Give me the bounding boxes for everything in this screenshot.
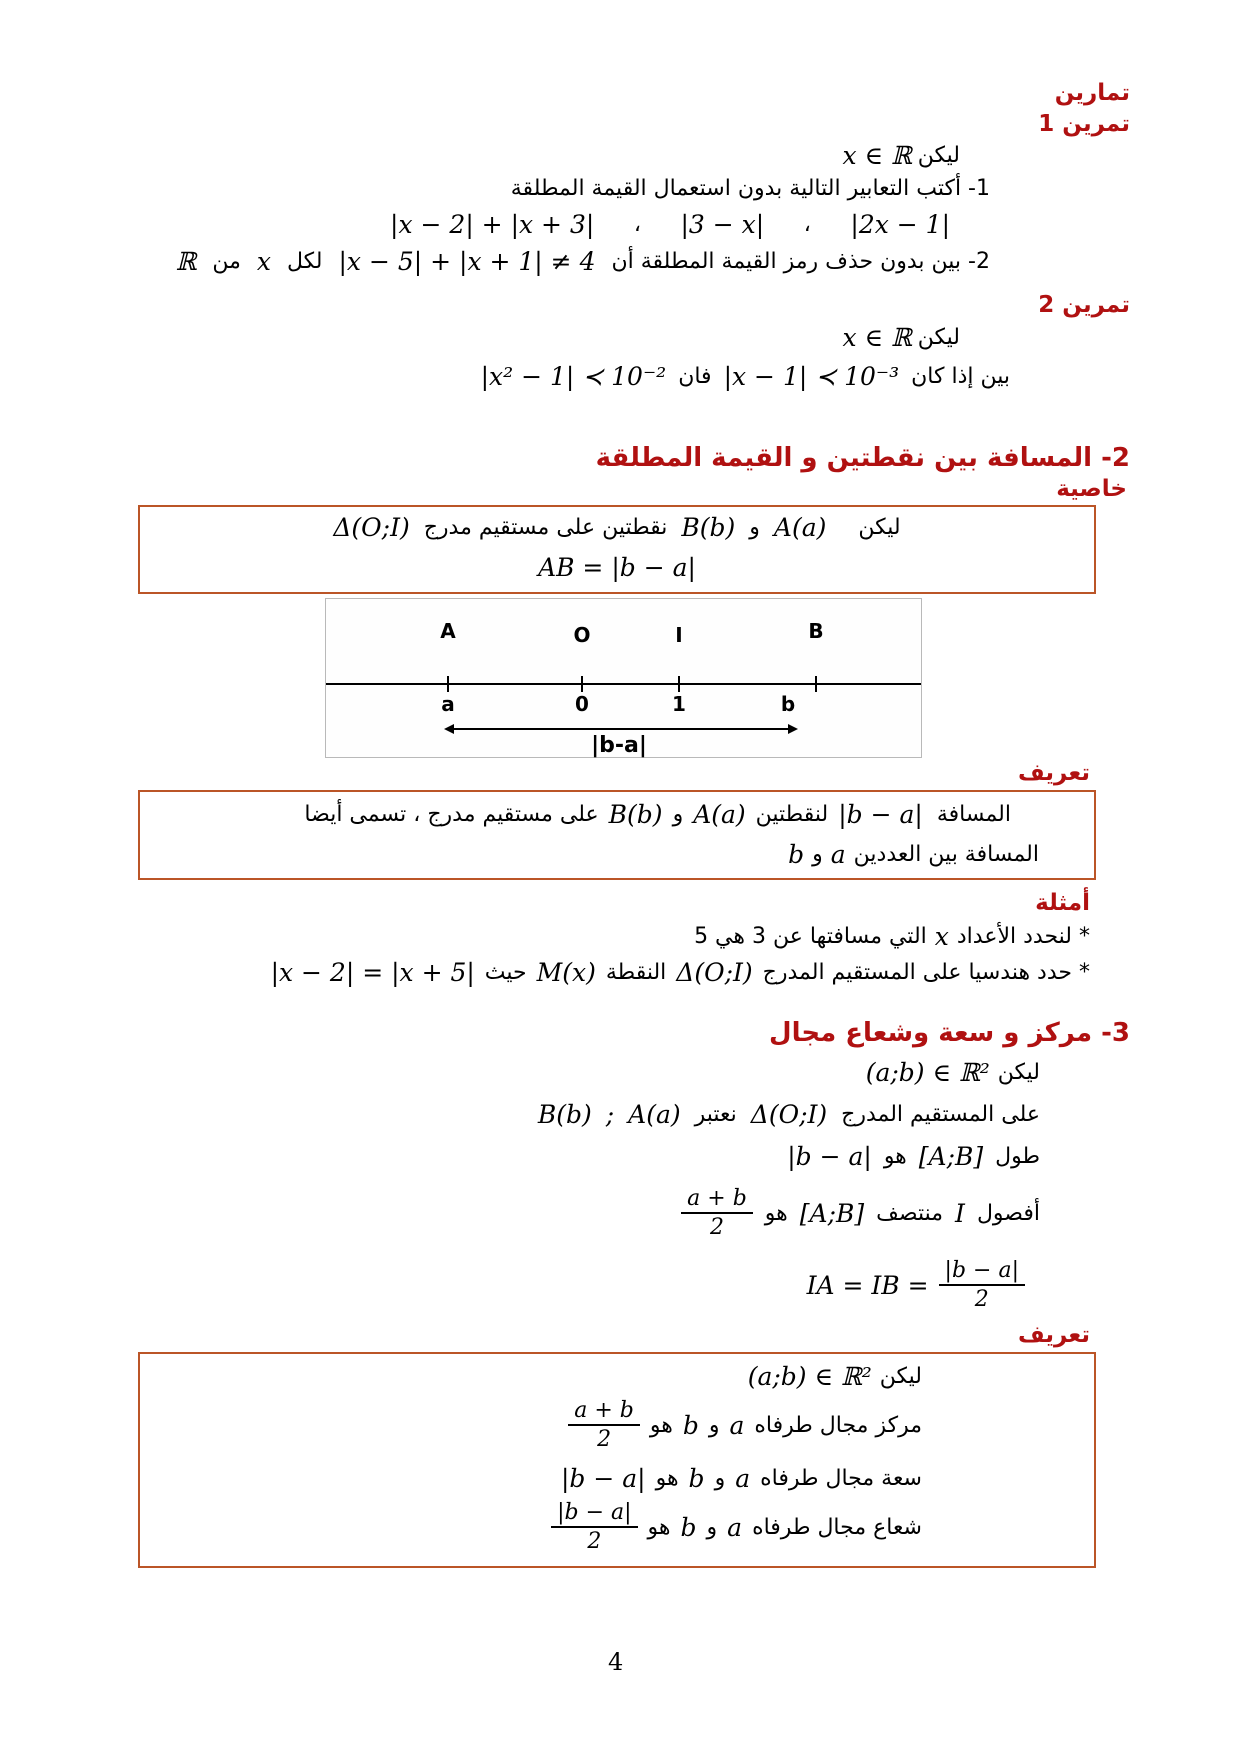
definition-2-box bbox=[138, 1352, 1096, 1568]
ex1-q2-set: ℝ bbox=[175, 247, 197, 276]
sec3-mid-word2: منتصف bbox=[876, 1201, 944, 1227]
def2-radius-fraction-numerator: |b − a| bbox=[551, 1500, 637, 1528]
example2-text1: * حدد هندسيا على المستقيم المدرج bbox=[762, 960, 1090, 985]
def2-radius-line bbox=[551, 1500, 922, 1556]
ex2-conclusion: |x² − 1| ≺ 10⁻² bbox=[480, 362, 667, 391]
ex1-expression-c: |2x − 1| bbox=[850, 210, 950, 239]
property-let-word: ليكن bbox=[858, 515, 901, 540]
sec3-line2-point-b: B(b) bbox=[537, 1100, 592, 1129]
ex1-expression-a: |x − 2| + |x + 3| bbox=[390, 210, 595, 239]
def2-center-b: b bbox=[682, 1411, 699, 1441]
sec3-let-line bbox=[866, 1058, 1040, 1087]
ex1-comma-2: ، bbox=[803, 212, 811, 237]
figure-coord-label-b: b bbox=[780, 692, 796, 716]
sec3-let-math: (a;b) ∈ ℝ² bbox=[865, 1058, 990, 1087]
def2-center-a: a bbox=[729, 1411, 745, 1441]
sec3-line2-text2: نعتبر bbox=[694, 1102, 737, 1127]
number-line-figure bbox=[325, 598, 922, 758]
sec3-length-word: طول bbox=[995, 1144, 1040, 1169]
example1-var: x bbox=[934, 922, 949, 951]
sec3-mid-fraction-numerator: a + b bbox=[681, 1186, 753, 1214]
sec3-mid-I: I bbox=[955, 1199, 965, 1229]
def1-seg2: لنقطتين bbox=[755, 802, 829, 827]
figure-segment-label: |b-a| bbox=[591, 733, 647, 758]
property-line-ref: Δ(O;I) bbox=[333, 513, 410, 542]
def2-width-and: و bbox=[714, 1466, 726, 1491]
ex2-let-line bbox=[842, 323, 960, 352]
ex2-hypothesis: |x − 1| ≺ 10⁻³ bbox=[723, 362, 900, 391]
def1-and2: و bbox=[812, 842, 823, 867]
figure-point-label-B: B bbox=[808, 619, 824, 643]
def1-seg3: على مستقيم مدرج ، تسمى أيضا bbox=[304, 802, 599, 827]
def1-distance: |b − a| bbox=[838, 800, 923, 829]
def2-center-text: مركز مجال طرفاه bbox=[754, 1413, 922, 1439]
sec3-mid-word: أفصول bbox=[976, 1201, 1040, 1227]
example1-text2: التي مسافتها عن 3 هي 5 bbox=[694, 924, 927, 949]
def2-width-is: هو bbox=[655, 1466, 679, 1491]
heading-exercise-2: تمرين 2 bbox=[1038, 292, 1130, 318]
example-1-line bbox=[694, 922, 1090, 951]
def2-let-line bbox=[748, 1362, 922, 1391]
sec3-radius-fraction bbox=[939, 1258, 1025, 1314]
property-and-word: و bbox=[749, 515, 760, 540]
figure-point-label-O: O bbox=[573, 623, 591, 647]
sec3-consider-line bbox=[538, 1100, 1040, 1129]
def2-center-is: هو bbox=[649, 1413, 673, 1439]
definition-1-box bbox=[138, 790, 1096, 880]
heading-definition-2: تعريف bbox=[1018, 1322, 1090, 1348]
sec3-length-line bbox=[787, 1142, 1040, 1171]
property-text: نقطتين على مستقيم مدرج bbox=[423, 515, 668, 540]
def1-point-b: B(b) bbox=[608, 800, 663, 829]
sec3-mid-segment: [A;B] bbox=[799, 1199, 865, 1229]
sec3-midpoint-line bbox=[681, 1186, 1040, 1242]
heading-examples: أمثلة bbox=[1035, 890, 1090, 916]
property-point-a: A(a) bbox=[773, 513, 827, 542]
figure-point-label-A: A bbox=[440, 619, 456, 643]
def1-line2-text: المسافة بين العددين bbox=[853, 842, 1039, 867]
example1-text1: * لنحدد الأعداد bbox=[956, 924, 1090, 949]
ex1-let-math: x ∈ ℝ bbox=[842, 141, 912, 170]
example2-equation: |x − 2| = |x + 5| bbox=[270, 958, 475, 987]
def2-let-math: (a;b) ∈ ℝ² bbox=[747, 1362, 872, 1391]
figure-coord-label-0: 0 bbox=[575, 692, 589, 716]
def2-center-fraction-denominator: 2 bbox=[597, 1427, 612, 1453]
def2-center-fraction bbox=[568, 1398, 640, 1454]
sec3-line2-ref: Δ(O;I) bbox=[750, 1100, 828, 1129]
def1-and-word: و bbox=[672, 802, 684, 827]
def2-radius-fraction-denominator: 2 bbox=[587, 1529, 602, 1555]
ex1-q2-forall: لكل bbox=[286, 249, 323, 274]
def2-radius-and: و bbox=[706, 1515, 718, 1541]
definition-1-line-2 bbox=[788, 840, 1039, 869]
def1-b: b bbox=[788, 840, 805, 869]
def2-center-and: و bbox=[708, 1413, 720, 1439]
def2-center-fraction-numerator: a + b bbox=[568, 1398, 640, 1426]
ex1-q2-text: 2- بين بدون حذف رمز القيمة المطلقة أن bbox=[611, 249, 990, 274]
def2-width-text: سعة مجال طرفاه bbox=[760, 1466, 922, 1491]
page-number: 4 bbox=[608, 1648, 624, 1676]
sec3-mid-fraction-denominator: 2 bbox=[709, 1215, 724, 1241]
def2-width-value: |b − a| bbox=[560, 1464, 646, 1493]
ex1-q2-math: |x − 5| + |x + 1| ≠ 4 bbox=[338, 247, 596, 276]
arrow-right-head-icon bbox=[788, 724, 798, 734]
def1-seg1: المسافة bbox=[936, 802, 1011, 827]
sec3-mid-fraction bbox=[681, 1186, 753, 1242]
sec3-length-segment: [A;B] bbox=[918, 1142, 984, 1171]
arrow-left-head-icon bbox=[444, 724, 454, 734]
ex1-q1-text: 1- أكتب التعابير التالية بدون استعمال القيمة المطلقة bbox=[510, 176, 990, 201]
def1-point-a: A(a) bbox=[693, 800, 746, 829]
ex1-question-1 bbox=[511, 176, 990, 201]
ex2-statement-line bbox=[481, 362, 1010, 391]
def2-center-line bbox=[568, 1398, 922, 1454]
ex1-q2-var: x bbox=[256, 247, 271, 276]
ex1-expressions-row bbox=[390, 210, 950, 239]
heading-definition-1: تعريف bbox=[1018, 760, 1090, 786]
tick-a bbox=[447, 676, 449, 692]
ex2-let-word: ليكن bbox=[917, 325, 960, 350]
heading-section-2: 2- المسافة بين نقطتين و القيمة المطلقة bbox=[595, 443, 1130, 473]
def2-width-a: a bbox=[735, 1464, 751, 1493]
sec3-line2-point-a: A(a) bbox=[628, 1100, 681, 1129]
ex2-then-word: فان bbox=[678, 364, 712, 389]
tick-b bbox=[815, 676, 817, 692]
def2-let-word: ليكن bbox=[879, 1364, 922, 1389]
sec3-line2-text1: على المستقيم المدرج bbox=[841, 1102, 1040, 1127]
ex1-q2-of: من bbox=[212, 249, 241, 274]
sec3-radius-fraction-denominator: 2 bbox=[974, 1287, 989, 1313]
figure-coord-label-a: a bbox=[441, 692, 455, 716]
sec3-length-value: |b − a| bbox=[787, 1142, 872, 1171]
tick-1 bbox=[678, 676, 680, 692]
example2-text3: حيث bbox=[484, 960, 527, 985]
example2-text2: النقطة bbox=[605, 960, 667, 985]
sec3-radius-equation: IA = IB = bbox=[806, 1271, 929, 1301]
sec3-line2-separator: ; bbox=[605, 1100, 615, 1129]
def2-width-line bbox=[561, 1464, 922, 1493]
ex2-let-math: x ∈ ℝ bbox=[842, 323, 912, 352]
property-formula: AB = |b − a| bbox=[538, 553, 696, 582]
ex1-expression-b: |3 − x| bbox=[680, 210, 765, 239]
property-point-b: B(b) bbox=[681, 513, 736, 542]
property-line-1 bbox=[140, 513, 1094, 542]
number-line-axis bbox=[326, 683, 921, 685]
sec3-length-is: هو bbox=[883, 1144, 907, 1169]
heading-section-3: 3- مركز و سعة وشعاع مجال bbox=[769, 1018, 1130, 1048]
def2-radius-text: شعاع مجال طرفاه bbox=[752, 1515, 922, 1541]
def2-radius-a: a bbox=[727, 1513, 743, 1543]
heading-exercises: تمارين bbox=[1054, 80, 1130, 106]
example2-point: M(x) bbox=[536, 958, 596, 987]
definition-1-line-1 bbox=[304, 800, 1039, 829]
def2-width-b: b bbox=[688, 1464, 705, 1493]
property-formula-line bbox=[140, 553, 1094, 582]
heading-property: خاصية bbox=[1056, 476, 1127, 502]
property-box bbox=[138, 505, 1096, 594]
ex1-question-2 bbox=[176, 247, 990, 276]
tick-0 bbox=[581, 676, 583, 692]
ex2-show-text: بين إذا كان bbox=[911, 364, 1010, 389]
ex1-let-word: ليكن bbox=[917, 143, 960, 168]
distance-segment bbox=[448, 728, 794, 730]
def2-radius-is: هو bbox=[647, 1515, 671, 1541]
ex1-comma-1: ، bbox=[633, 212, 641, 237]
def2-radius-b: b bbox=[680, 1513, 697, 1543]
sec3-radius-equation-line bbox=[807, 1258, 1025, 1314]
heading-exercise-1: تمرين 1 bbox=[1038, 111, 1130, 137]
sec3-let-word: ليكن bbox=[997, 1060, 1040, 1085]
figure-point-label-I: I bbox=[675, 623, 683, 647]
figure-coord-label-1: 1 bbox=[672, 692, 686, 716]
example2-line-ref: Δ(O;I) bbox=[676, 958, 753, 987]
def1-a: a bbox=[830, 840, 846, 869]
sec3-radius-fraction-numerator: |b − a| bbox=[939, 1258, 1025, 1286]
def2-radius-fraction bbox=[551, 1500, 637, 1556]
ex1-let-line bbox=[842, 141, 960, 170]
sec3-mid-is: هو bbox=[764, 1201, 788, 1227]
example-2-line bbox=[271, 958, 1090, 987]
